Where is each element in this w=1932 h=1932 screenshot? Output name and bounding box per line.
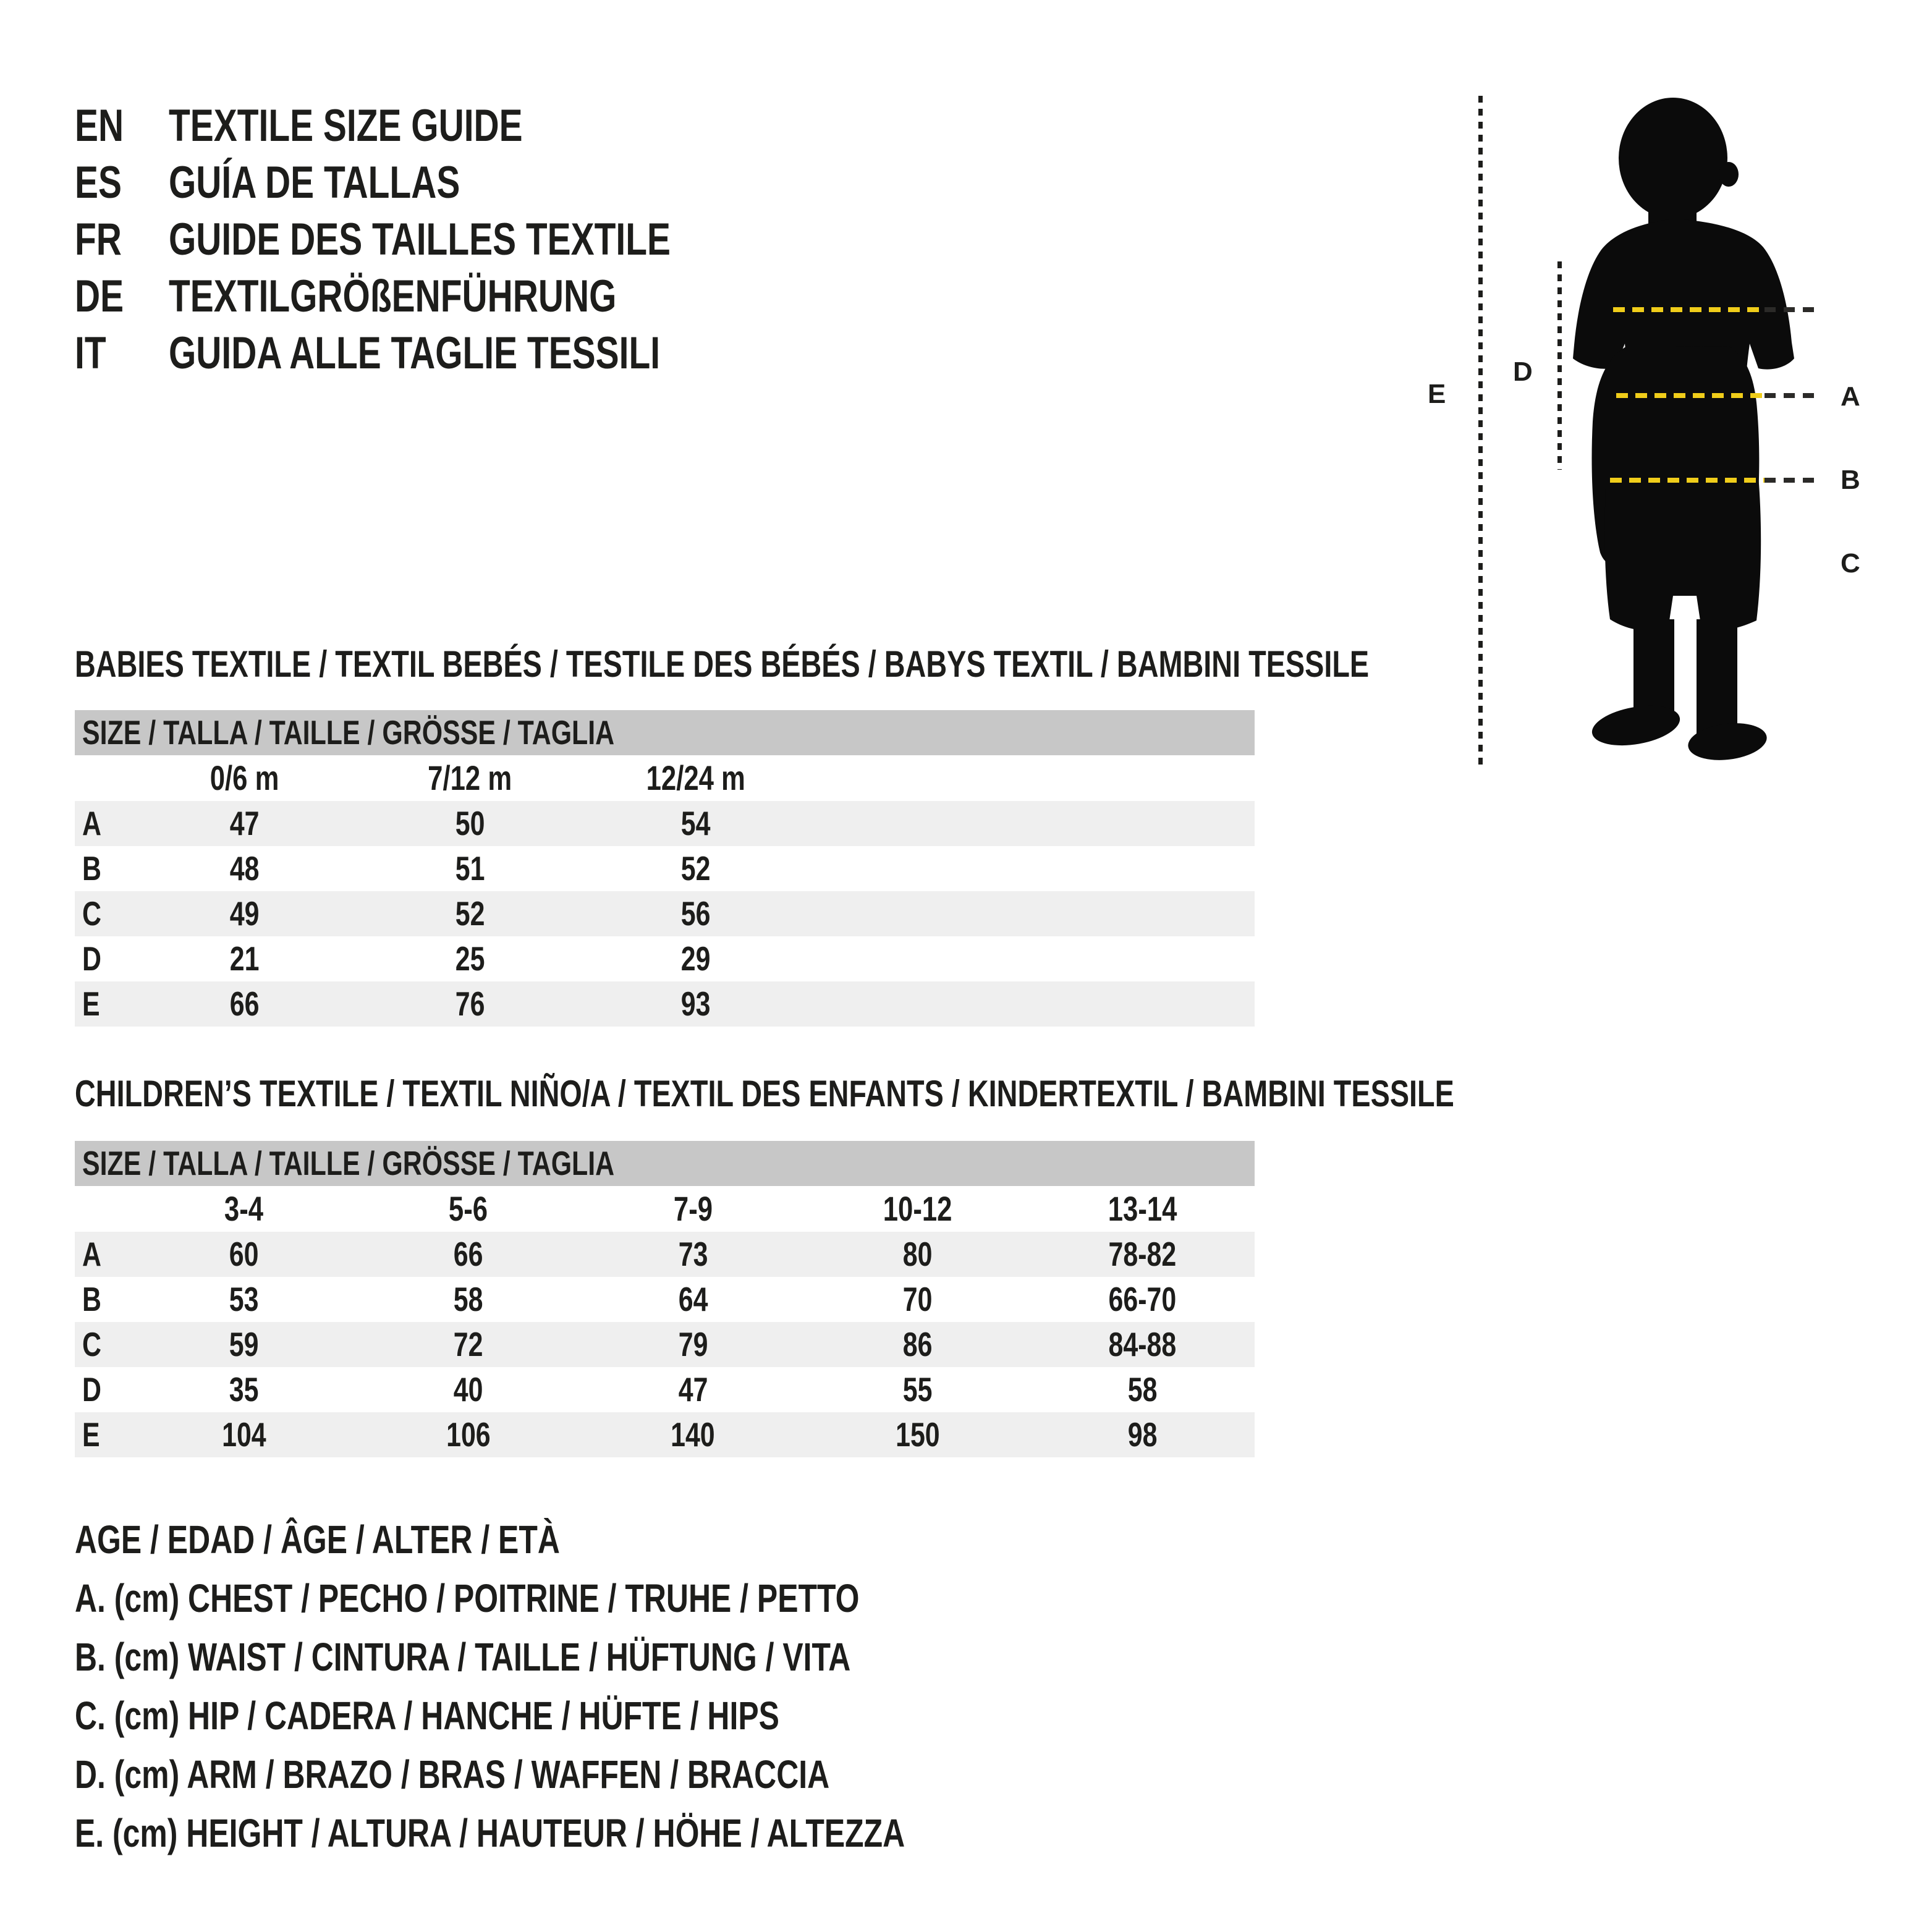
chest-dash-dark (1765, 307, 1821, 312)
hip-dash-yellow (1610, 478, 1765, 483)
children-col-2: 7-9 (673, 1189, 713, 1228)
waist-dash-yellow (1616, 393, 1765, 398)
hip-dash-dark (1765, 478, 1821, 483)
figure-label-c: C (1841, 548, 1860, 578)
measurement-diagram (1409, 87, 1932, 816)
figure-label-a: A (1841, 381, 1860, 412)
lang-row-it (75, 325, 812, 382)
babies-col-2: 12/24 m (646, 758, 745, 797)
children-column-header-row (75, 1186, 1255, 1232)
babies-column-header-row (75, 755, 1255, 801)
babies-row-d: D 21 25 29 (82, 939, 711, 978)
babies-section-heading: BABIES TEXTILE / TEXTIL BEBÉS / TESTILE DES BÉBÉS / BABYS TEXTIL / BAMBINI TESSILE (75, 643, 1370, 685)
arm-measure-line (1557, 261, 1562, 470)
babies-row-c: C 49 52 56 (75, 891, 1255, 936)
babies-row-b: B 48 51 52 (82, 849, 711, 888)
children-row-a: A 60 66 73 80 78-82 (75, 1232, 1255, 1277)
children-row-d: D 35 40 47 55 58 (82, 1370, 1158, 1409)
lang-title-en: TEXTILE SIZE GUIDE (169, 101, 523, 151)
figure-label-e: E (1428, 379, 1446, 409)
children-size-header-bar: SIZE / TALLA / TAILLE / GRÖSSE / TAGLIA (75, 1141, 1255, 1186)
figure-label-d: D (1513, 357, 1533, 387)
babies-col-1: 7/12 m (428, 758, 512, 797)
children-row-e: E 104 106 140 150 98 (75, 1412, 1255, 1457)
language-title-list (75, 98, 812, 382)
legend-arm-line: D. (cm) ARM / BRAZO / BRAS / WAFFEN / BRACCIA (75, 1752, 830, 1797)
legend-height-line: E. (cm) HEIGHT / ALTURA / HAUTEUR / HÖHE / ALTEZZA (75, 1811, 905, 1855)
legend-hip-line: C. (cm) HIP / CADERA / HANCHE / HÜFTE / HIPS (75, 1693, 779, 1738)
children-row-c: C 59 72 79 86 84-88 (75, 1322, 1255, 1367)
lang-row-en (75, 98, 812, 155)
lang-title-de: TEXTILGRÖßENFÜHRUNG (169, 271, 617, 321)
children-section-heading: CHILDREN’S TEXTILE / TEXTIL NIÑO/A / TEXTIL DES ENFANTS / KINDERTEXTIL / BAMBINI TESSILE (75, 1073, 1454, 1114)
lang-code-de: DE (75, 271, 124, 321)
figure-label-b: B (1841, 465, 1860, 495)
children-col-4: 13-14 (1108, 1189, 1177, 1228)
children-size-table (75, 1141, 1255, 1457)
lang-code-es: ES (75, 158, 122, 208)
lang-title-fr: GUIDE DES TAILLES TEXTILE (169, 214, 671, 265)
lang-row-es (75, 155, 812, 211)
lang-row-fr (75, 211, 812, 268)
lang-code-fr: FR (75, 214, 122, 265)
children-col-3: 10-12 (883, 1189, 952, 1228)
babies-col-0: 0/6 m (210, 758, 279, 797)
lang-title-it: GUIDA ALLE TAGLIE TESSILI (169, 328, 661, 378)
babies-row-e: E 66 76 93 (75, 981, 1255, 1027)
children-row-b: B 53 58 64 70 66-70 (82, 1280, 1177, 1318)
children-col-0: 3-4 (224, 1189, 263, 1228)
babies-size-table (75, 710, 1255, 1027)
children-col-1: 5-6 (449, 1189, 488, 1228)
lang-row-de (75, 268, 812, 325)
babies-size-header-bar: SIZE / TALLA / TAILLE / GRÖSSE / TAGLIA (75, 710, 1255, 755)
lang-code-en: EN (75, 101, 124, 151)
legend-age-line: AGE / EDAD / ÂGE / ALTER / ETÀ (75, 1517, 560, 1562)
chest-dash-yellow (1613, 307, 1765, 312)
waist-dash-dark (1765, 393, 1821, 398)
legend-chest-line: A. (cm) CHEST / PECHO / POITRINE / TRUHE / PETTO (75, 1576, 860, 1621)
measurement-legend (75, 1510, 1139, 1863)
legend-waist-line: B. (cm) WAIST / CINTURA / TAILLE / HÜFTUNG / VITA (75, 1635, 851, 1679)
babies-row-a: A 47 50 54 (75, 801, 1255, 846)
lang-title-es: GUÍA DE TALLAS (169, 158, 460, 208)
lang-code-it: IT (75, 328, 106, 378)
